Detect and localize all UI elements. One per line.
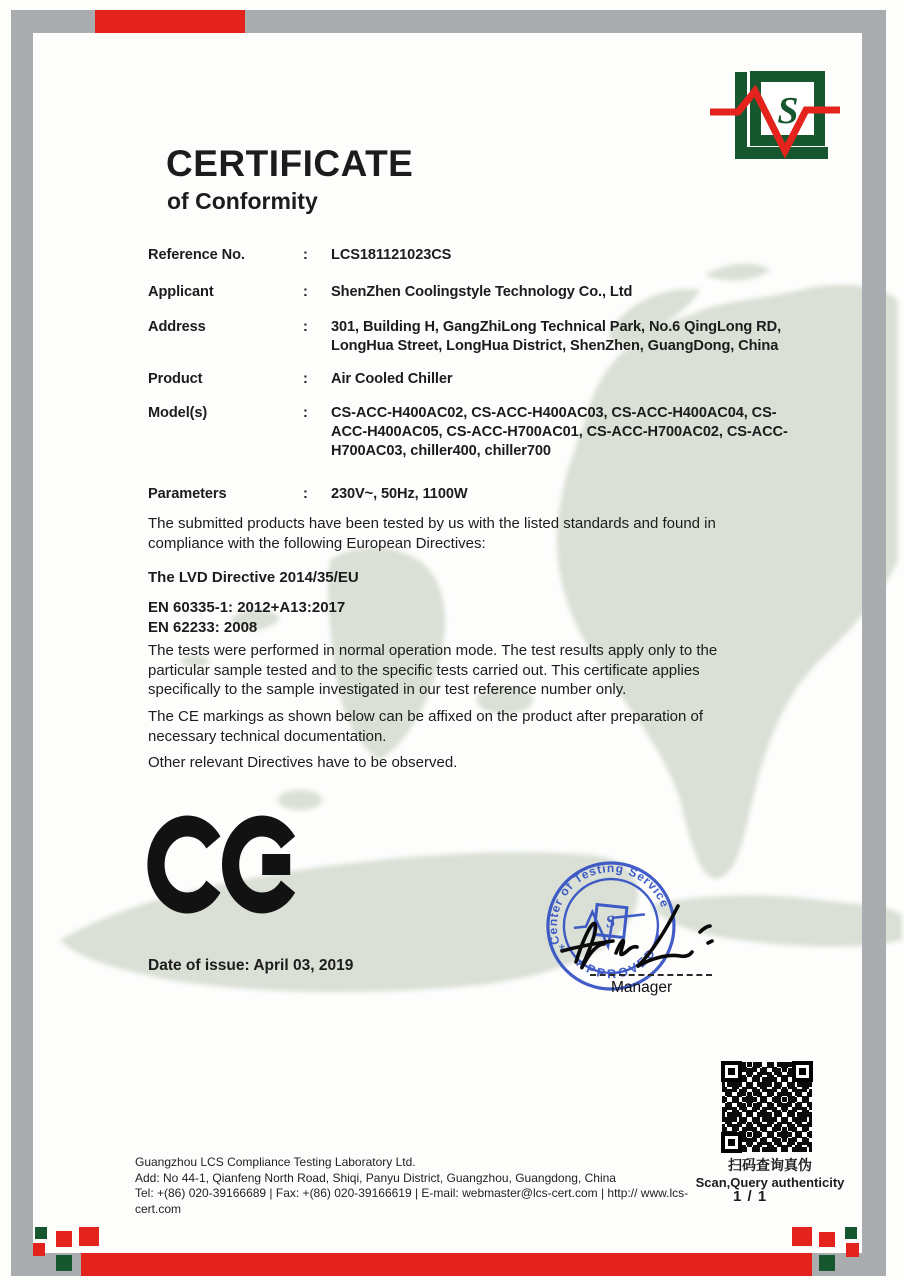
standards-list <box>148 598 772 637</box>
field-value: 301, Building H, GangZhiLong Technical Park, No.6 QingLong RD, LongHua Street, LongHua District, ShenZhen, GuangDong, China <box>331 319 782 354</box>
field-separator: : <box>303 247 308 263</box>
field-separator: : <box>303 371 308 387</box>
tests-paragraph: The tests were performed in normal operation mode. The test results apply only to the particular sample tested and to the specific tests carried out. This certificate applies specifically to the sample investigated in our test reference number only. <box>148 642 718 698</box>
decoration-square <box>792 1227 812 1246</box>
qr-caption <box>680 1157 860 1191</box>
field-value: Air Cooled Chiller <box>331 371 453 387</box>
decoration-square <box>79 1227 99 1246</box>
decoration-square <box>819 1255 835 1271</box>
field-product <box>148 370 788 389</box>
standard-item: EN 62233: 2008 <box>148 618 258 636</box>
qr-finder-pattern <box>721 1061 742 1082</box>
field-value: LCS181121023CS <box>331 247 452 263</box>
page-indicator: 1 / 1 <box>733 1188 768 1205</box>
field-reference-no <box>148 246 788 265</box>
logo-letter: S <box>777 90 799 132</box>
other-directives-paragraph: Other relevant Directives have to be observed. <box>148 754 458 771</box>
field-value: CS-ACC-H400AC02, CS-ACC-H400AC03, CS-ACC-H400AC04, CS-ACC-H400AC05, CS-ACC-H700AC01, CS-ACC-H700AC02, CS-ACC-H700AC03, chiller400, chiller700 <box>331 405 788 459</box>
footer-address: Add: No 44-1, Qianfeng North Road, Shiqi, Panyu District, Guangzhou, Guangdong, China <box>135 1170 616 1185</box>
field-label: Applicant <box>148 284 214 300</box>
field-models <box>148 404 788 461</box>
decoration-square <box>33 1243 45 1256</box>
field-label: Reference No. <box>148 247 245 263</box>
date-of-issue: Date of issue: April 03, 2019 <box>148 957 354 974</box>
footer-block <box>135 1155 695 1217</box>
decoration-square <box>845 1227 857 1239</box>
footer-company: Guangzhou LCS Compliance Testing Laboratory Ltd. <box>135 1155 416 1169</box>
field-label: Address <box>148 319 206 335</box>
decoration-square <box>56 1255 72 1271</box>
bottom-red-accent-bar <box>81 1253 812 1276</box>
signer-title: Manager <box>611 979 673 996</box>
decoration-square <box>56 1231 72 1247</box>
footer-contacts: Tel: +(86) 020-39166689 | Fax: +(86) 020-39166619 | E-mail: webmaster@lcs-cert.com | http:// www.lcs-cert.com <box>135 1186 689 1216</box>
stamp-ring-text-bottom: APPROVED <box>573 944 660 982</box>
ce-mark-icon <box>146 812 311 917</box>
certificate-fields <box>148 246 788 504</box>
field-separator: : <box>303 486 308 502</box>
decoration-square <box>846 1243 859 1257</box>
intro-paragraph: The submitted products have been tested by us with the listed standards and found in compliance with the following European Directives: <box>148 515 716 552</box>
field-label: Model(s) <box>148 405 208 421</box>
stamp-asterisk-left: * <box>558 941 567 960</box>
ce-marking-paragraph: The CE markings as shown below can be affixed on the product after preparation of necessary technical documentation. <box>148 708 704 745</box>
field-label: Parameters <box>148 486 227 502</box>
field-separator: : <box>303 284 308 300</box>
field-separator: : <box>303 319 308 335</box>
field-value: 230V~, 50Hz, 1100W <box>331 486 468 502</box>
stamp-ring-text-top: Center of Testing Service <box>545 861 673 947</box>
lcs-logo-icon <box>710 64 842 166</box>
manager-signature <box>558 898 718 983</box>
page-subtitle: of Conformity <box>167 188 318 214</box>
qr-code <box>722 1062 812 1152</box>
qr-finder-pattern <box>721 1132 742 1153</box>
field-label: Product <box>148 371 203 387</box>
frame-left-border <box>11 10 33 1276</box>
field-parameters <box>148 485 788 504</box>
page-title: CERTIFICATE <box>166 143 414 184</box>
decoration-square <box>819 1232 835 1247</box>
qr-finder-pattern <box>792 1061 813 1082</box>
field-address <box>148 318 788 356</box>
decoration-square <box>35 1227 47 1239</box>
stamp-asterisk-right: * <box>654 931 663 950</box>
signature-line <box>590 974 712 976</box>
field-value: ShenZhen Coolingstyle Technology Co., Ltd <box>331 284 633 300</box>
top-red-accent-bar <box>95 10 245 33</box>
field-separator: : <box>303 405 308 421</box>
standard-item: EN 60335-1: 2012+A13:2017 <box>148 599 346 616</box>
directive-heading: The LVD Directive 2014/35/EU <box>148 569 359 586</box>
qr-caption-chinese: 扫码查询真伪 <box>728 1157 812 1173</box>
qr-caption-english: Scan,Query authenticity <box>695 1175 845 1190</box>
field-applicant <box>148 283 788 302</box>
stamp-center-letter: S <box>604 911 617 932</box>
frame-right-border <box>862 10 886 1276</box>
